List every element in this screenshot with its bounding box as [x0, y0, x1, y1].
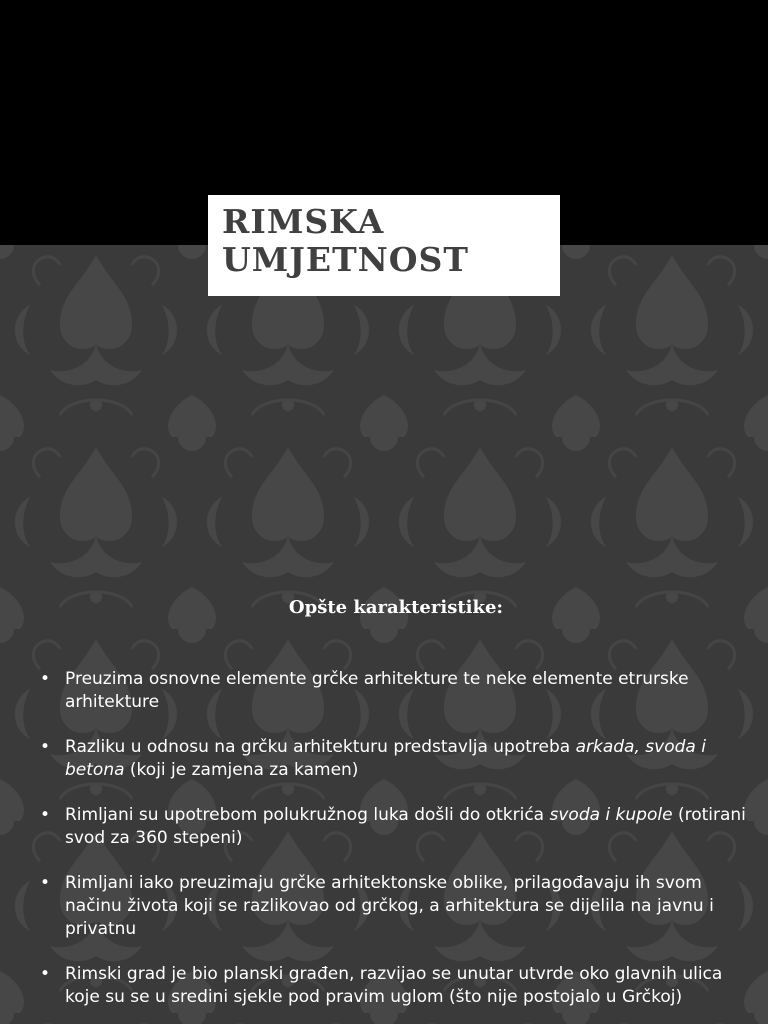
bullet-emphasis: arkada, svoda i betona [65, 737, 706, 780]
bullet-emphasis: svoda i kupole [549, 805, 673, 825]
bullet-icon: • [40, 873, 51, 893]
title-line-1: RIMSKA [222, 202, 385, 241]
bullet-icon: • [40, 669, 51, 689]
bullet-icon: • [40, 737, 51, 757]
bullet-text: Razliku u odnosu na grčku arhitekturu predstavlja upotreba [65, 737, 576, 757]
bullet-item-1 [40, 668, 755, 714]
bullet-list [40, 668, 755, 1024]
bullet-item-4 [40, 872, 755, 941]
bullet-text-tail: (rotirani svod za 360 stepeni) [65, 805, 746, 848]
slide-title [222, 203, 546, 279]
title-line-2: UMJETNOST [222, 240, 469, 279]
bullet-icon: • [40, 805, 51, 825]
bullet-text: Preuzima osnovne elemente grčke arhitekture te neke elemente etrurske arhitekture [65, 669, 689, 712]
bullet-icon: • [40, 964, 51, 984]
bullet-item-2 [40, 736, 755, 782]
bullet-item-5 [40, 963, 755, 1009]
subheading: Opšte karakteristike: [288, 597, 504, 618]
title-box [208, 195, 560, 296]
bullet-text: Rimski grad je bio planski građen, razvijao se unutar utvrde oko glavnih ulica koje su se u sredini sjekle pod pravim uglom (što nije postojalo u Grčkoj) [65, 964, 723, 1007]
bullet-item-3 [40, 804, 755, 850]
bullet-text: Rimljani su upotrebom polukružnog luka došli do otkrića [65, 805, 550, 825]
bullet-text-tail: (koji je zamjena za kamen) [124, 760, 359, 780]
bullet-text: Rimljani iako preuzimaju grčke arhitektonske oblike, prilagođavaju ih svom načinu života koji se razlikovao od grčkog, a arhitektura se dijelila na javnu i privatnu [65, 873, 714, 939]
